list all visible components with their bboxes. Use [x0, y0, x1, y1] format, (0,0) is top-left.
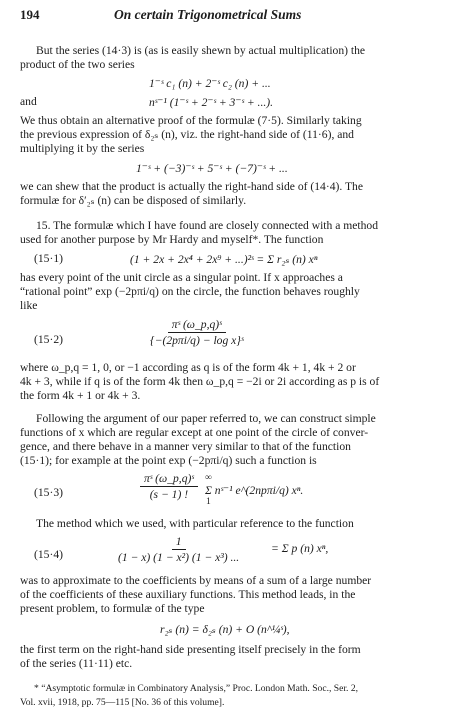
- section-15-first-line: 15. The formulæ which I have found are closely connected with a method: [36, 219, 379, 232]
- text-line: multiplying it by the series: [20, 142, 145, 155]
- text-and: and: [20, 95, 37, 108]
- text-line: like: [20, 299, 38, 312]
- footnote-line: * “Asymptotic formulæ in Combinatory Analysis,” Proc. London Math. Soc., Ser. 2,: [34, 683, 359, 694]
- fraction-denominator: (s − 1) !: [149, 488, 189, 501]
- running-title: On certain Trigonometrical Sums: [114, 7, 302, 22]
- equation-15-1: (1 + 2x + 2x⁴ + 2x⁹ + ...)²ˢ = Σ r₂ₛ (n) xⁿ: [130, 253, 318, 266]
- equation-number: (15·1): [34, 252, 63, 265]
- fraction-denominator: (1 − x) (1 − x²) (1 − x³) ...: [118, 551, 240, 564]
- text-line: (15·1); for example at the point exp (−2pπi/q) such a function is: [20, 454, 317, 467]
- text-line: the first term on the right-hand side presenting itself precisely in the form: [20, 643, 361, 656]
- equation-number: (15·4): [34, 548, 63, 561]
- text-line: Following the argument of our paper referred to, we can construct simple: [36, 412, 376, 425]
- sum-lower-limit: 1: [206, 496, 211, 507]
- text-line: was to approximate to the coefficients by means of a sum of a large number: [20, 574, 372, 587]
- text-line: of the coefficients of these auxiliary functions. This method leads, in the: [20, 588, 356, 601]
- equation-15-3-fraction: [140, 472, 198, 501]
- text-line: The method which we used, with particular reference to the function: [36, 517, 354, 530]
- text-line: present problem, to formulæ of the type: [20, 602, 205, 615]
- fraction-numerator: πˢ (ω_p,q)ˢ: [168, 318, 226, 333]
- text-line: 4k + 3, while if q is of the form 4k then ω_p,q = −2i or 2i according as p is of: [20, 375, 380, 388]
- text-line: formulæ for δ′₂ₛ (n) can be disposed of similarly.: [20, 194, 247, 207]
- text-line: used for another purpose by Mr Hardy and myself*. The function: [20, 233, 324, 246]
- equation-number: (15·3): [34, 486, 63, 499]
- equation-series-3: 1⁻ˢ + (−3)⁻ˢ + 5⁻ˢ + (−7)⁻ˢ + ...: [136, 162, 288, 175]
- text-line: functions of x which are regular except at one point of the circle of conver-: [20, 426, 369, 439]
- equation-series-2: nˢ⁻¹ (1⁻ˢ + 2⁻ˢ + 3⁻ˢ + ...).: [149, 96, 273, 109]
- footnote-line: Vol. xvii, 1918, pp. 75—115 [No. 36 of this volume].: [20, 697, 225, 708]
- text-line: But the series (14·3) is (as is easily shewn by actual multiplication) the: [36, 44, 366, 57]
- equation-series-1: 1⁻ˢ c₁ (n) + 2⁻ˢ c₂ (n) + ...: [149, 77, 271, 90]
- equation-15-4-rhs: = Σ p (n) xⁿ,: [271, 542, 329, 555]
- fraction-numerator: πˢ (ω_p,q)ˢ: [140, 472, 198, 487]
- equation-asymptotic: r₂ₛ (n) = δ₂ₛ (n) + O (n^¼ˢ),: [160, 623, 290, 636]
- text-line: we can shew that the product is actually the right-hand side of (14·4). The: [20, 180, 363, 193]
- fraction-numerator: 1: [172, 535, 186, 550]
- equation-15-4-fraction: [114, 535, 243, 564]
- fraction-denominator: {−(2pπi/q) − log x}ˢ: [150, 334, 244, 347]
- sum-upper-limit: ∞: [205, 472, 212, 483]
- equation-15-2: [146, 318, 247, 347]
- text-line: has every point of the unit circle as a singular point. If x approaches a: [20, 271, 343, 284]
- text-line: “rational point” exp (−2pπi/q) on the circle, the function behaves roughly: [20, 285, 360, 298]
- text-line: the previous expression of δ₂ₛ (n), viz. the right-hand side of (11·6), and: [20, 128, 354, 141]
- text-line: the form 4k + 1 or 4k + 3.: [20, 389, 141, 402]
- text-line: gence, and there behave in a manner very similar to that of the function: [20, 440, 351, 453]
- page-number: 194: [20, 7, 40, 22]
- text-line: We thus obtain an alternative proof of the formulæ (7·5). Similarly taking: [20, 114, 362, 127]
- text-line: where ω_p,q = 1, 0, or −1 according as q is of the form 4k + 1, 4k + 2 or: [20, 361, 356, 374]
- text-line: of the series (11·11) etc.: [20, 657, 133, 670]
- text-line: product of the two series: [20, 58, 135, 71]
- equation-15-3-sum: Σ nˢ⁻¹ e^(2npπi/q) xⁿ.: [205, 484, 304, 497]
- equation-number: (15·2): [34, 333, 63, 346]
